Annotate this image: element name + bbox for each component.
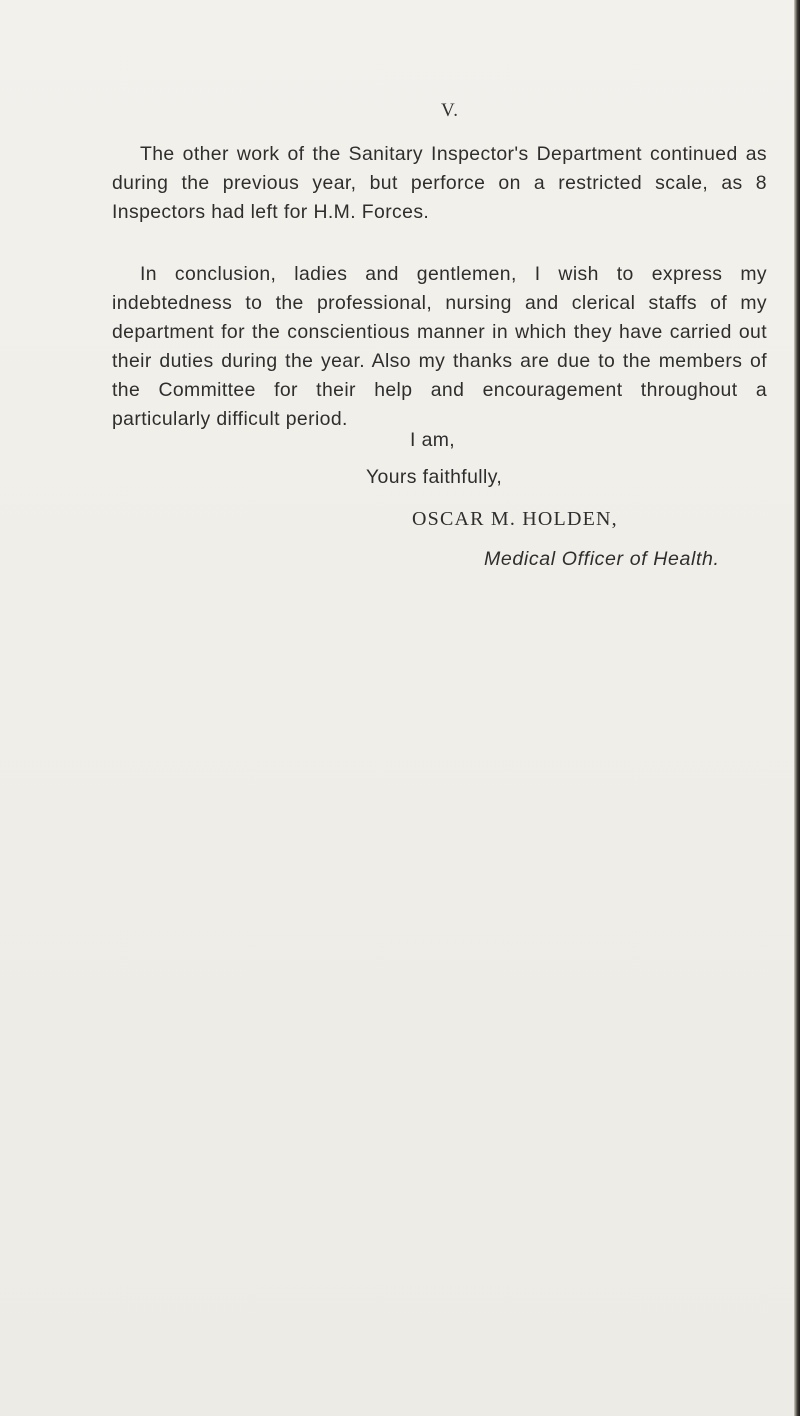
closing-line-yours-faithfully: Yours faithfully, — [366, 466, 503, 488]
closing-line-i-am: I am, — [410, 429, 456, 451]
page-edge-shadow — [794, 0, 800, 1416]
signature-title: Medical Officer of Health. — [484, 548, 720, 570]
signature-name: OSCAR M. HOLDEN, — [412, 508, 618, 530]
page-number: V. — [440, 100, 460, 121]
paragraph-text: In conclusion, ladies and gentlemen, I wish to express my indebtedness to the professional, nursing and clerical staffs of my department for the conscientious manner in which they have carried out their duties during the year. Also my thanks are due to the members of the Committee for their help and encouragement throughout a particularly difficult period. — [112, 263, 767, 430]
body-paragraph-sanitary-work — [112, 140, 767, 227]
paragraph-text: The other work of the Sanitary Inspector's Department continued as during the previous year, but perforce on a restricted scale, as 8 Inspectors had left for H.M. Forces. — [112, 143, 767, 223]
body-paragraph-acknowledgements — [112, 260, 767, 434]
